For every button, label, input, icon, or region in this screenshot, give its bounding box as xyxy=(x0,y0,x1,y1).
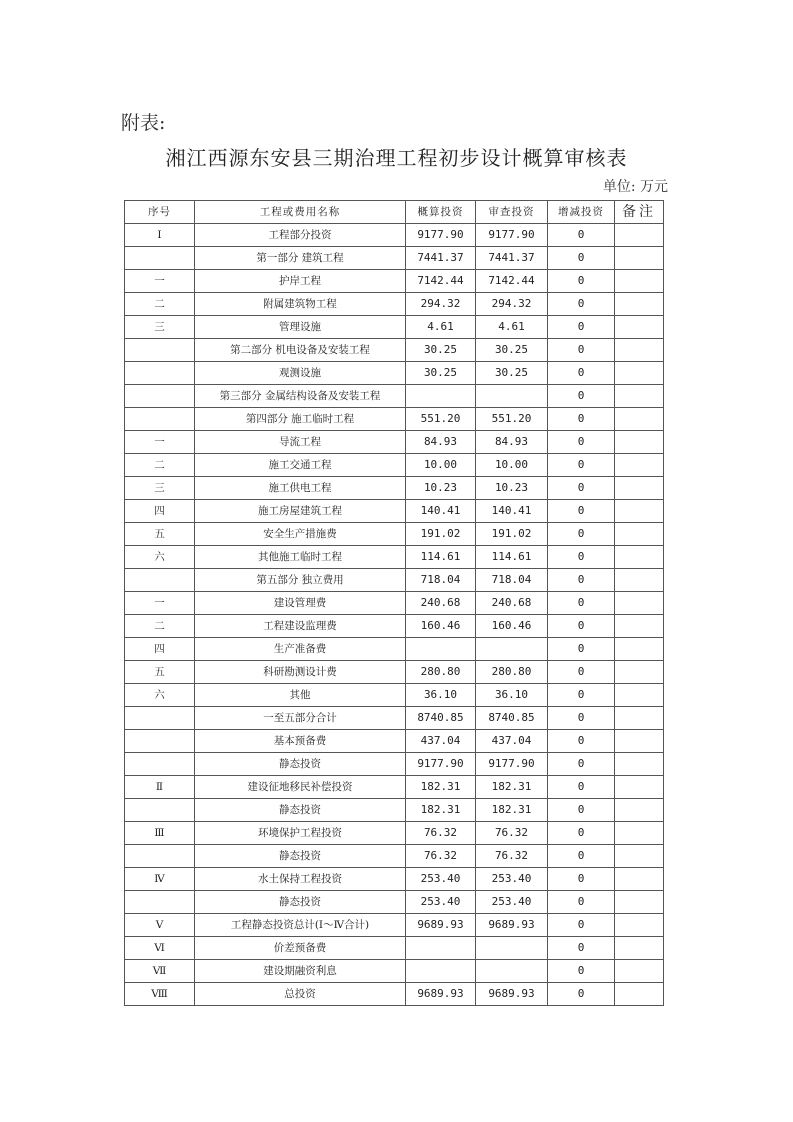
cell-name: 观测设施 xyxy=(195,362,406,385)
table-row xyxy=(125,822,664,845)
cell-seq xyxy=(125,753,195,776)
cell-change: 0 xyxy=(548,822,615,845)
cell-budget: 76.32 xyxy=(406,822,476,845)
table-row xyxy=(125,316,664,339)
cell-change: 0 xyxy=(548,362,615,385)
cell-seq: 二 xyxy=(125,293,195,316)
cell-change: 0 xyxy=(548,408,615,431)
cell-budget: 9177.90 xyxy=(406,753,476,776)
cell-budget: 182.31 xyxy=(406,799,476,822)
cell-budget: 182.31 xyxy=(406,776,476,799)
cell-change: 0 xyxy=(548,753,615,776)
cell-seq: 五 xyxy=(125,661,195,684)
cell-budget: 253.40 xyxy=(406,891,476,914)
cell-seq: 一 xyxy=(125,431,195,454)
cell-change: 0 xyxy=(548,799,615,822)
cell-change: 0 xyxy=(548,592,615,615)
cell-review: 7441.37 xyxy=(476,247,548,270)
cell-seq xyxy=(125,730,195,753)
cell-note xyxy=(615,891,664,914)
cell-budget: 10.23 xyxy=(406,477,476,500)
cell-note xyxy=(615,983,664,1006)
table-row xyxy=(125,776,664,799)
cell-budget xyxy=(406,937,476,960)
cell-seq: 四 xyxy=(125,500,195,523)
cell-review: 36.10 xyxy=(476,684,548,707)
cell-seq: 二 xyxy=(125,615,195,638)
cell-change: 0 xyxy=(548,661,615,684)
cell-note xyxy=(615,822,664,845)
cell-review: 114.61 xyxy=(476,546,548,569)
cell-change: 0 xyxy=(548,730,615,753)
cell-review: 140.41 xyxy=(476,500,548,523)
cell-seq xyxy=(125,339,195,362)
cell-budget: 30.25 xyxy=(406,362,476,385)
cell-review: 294.32 xyxy=(476,293,548,316)
cell-seq xyxy=(125,385,195,408)
table-row xyxy=(125,799,664,822)
cell-name: 管理设施 xyxy=(195,316,406,339)
cell-note xyxy=(615,569,664,592)
cell-change: 0 xyxy=(548,845,615,868)
cell-name: 导流工程 xyxy=(195,431,406,454)
cell-note xyxy=(615,845,664,868)
cell-name: 建设期融资利息 xyxy=(195,960,406,983)
cell-seq xyxy=(125,891,195,914)
table-row xyxy=(125,684,664,707)
cell-note xyxy=(615,868,664,891)
header-seq: 序号 xyxy=(125,201,195,224)
header-review: 审查投资 xyxy=(476,201,548,224)
cell-seq xyxy=(125,707,195,730)
cell-name: 环境保护工程投资 xyxy=(195,822,406,845)
cell-name: 建设管理费 xyxy=(195,592,406,615)
cell-change: 0 xyxy=(548,615,615,638)
cell-note xyxy=(615,776,664,799)
cell-note xyxy=(615,914,664,937)
cell-budget: 191.02 xyxy=(406,523,476,546)
cell-review: 76.32 xyxy=(476,845,548,868)
cell-review: 182.31 xyxy=(476,799,548,822)
cell-note xyxy=(615,247,664,270)
table-row xyxy=(125,546,664,569)
cell-name: 第二部分 机电设备及安装工程 xyxy=(195,339,406,362)
cell-change: 0 xyxy=(548,776,615,799)
cell-change: 0 xyxy=(548,247,615,270)
cell-note xyxy=(615,293,664,316)
cell-budget: 9177.90 xyxy=(406,224,476,247)
cell-budget: 7142.44 xyxy=(406,270,476,293)
cell-budget: 9689.93 xyxy=(406,914,476,937)
cell-budget: 30.25 xyxy=(406,339,476,362)
cell-change: 0 xyxy=(548,477,615,500)
cell-review: 9689.93 xyxy=(476,914,548,937)
cell-seq: 六 xyxy=(125,546,195,569)
table-row xyxy=(125,385,664,408)
cell-review: 9177.90 xyxy=(476,224,548,247)
appendix-heading: 附表: xyxy=(121,112,166,134)
cell-budget: 160.46 xyxy=(406,615,476,638)
table-row xyxy=(125,293,664,316)
cell-review: 160.46 xyxy=(476,615,548,638)
unit-label: 单位: 万元 xyxy=(602,179,668,195)
table-row xyxy=(125,707,664,730)
cell-seq: Ⅵ xyxy=(125,937,195,960)
cell-change: 0 xyxy=(548,914,615,937)
cell-seq: 六 xyxy=(125,684,195,707)
cell-note xyxy=(615,684,664,707)
cell-budget xyxy=(406,385,476,408)
cell-change: 0 xyxy=(548,500,615,523)
cell-change: 0 xyxy=(548,638,615,661)
cell-seq: 三 xyxy=(125,477,195,500)
cell-change: 0 xyxy=(548,546,615,569)
cell-review xyxy=(476,960,548,983)
table-row xyxy=(125,730,664,753)
cell-seq: Ⅷ xyxy=(125,983,195,1006)
cell-seq: Ⅱ xyxy=(125,776,195,799)
cell-change: 0 xyxy=(548,431,615,454)
table-row xyxy=(125,523,664,546)
table-row xyxy=(125,868,664,891)
cell-review: 10.00 xyxy=(476,454,548,477)
cell-note xyxy=(615,362,664,385)
table-row xyxy=(125,454,664,477)
cell-change: 0 xyxy=(548,891,615,914)
cell-change: 0 xyxy=(548,569,615,592)
cell-budget: 140.41 xyxy=(406,500,476,523)
cell-note xyxy=(615,707,664,730)
cell-note xyxy=(615,477,664,500)
cell-name: 价差预备费 xyxy=(195,937,406,960)
cell-budget: 76.32 xyxy=(406,845,476,868)
table-header-row xyxy=(125,201,664,224)
cell-name: 附属建筑物工程 xyxy=(195,293,406,316)
table-row xyxy=(125,615,664,638)
cell-name: 静态投资 xyxy=(195,845,406,868)
cell-note xyxy=(615,339,664,362)
table-row xyxy=(125,362,664,385)
table-row xyxy=(125,638,664,661)
cell-name: 第一部分 建筑工程 xyxy=(195,247,406,270)
cell-budget: 437.04 xyxy=(406,730,476,753)
cell-name: 总投资 xyxy=(195,983,406,1006)
cell-note xyxy=(615,592,664,615)
cell-seq xyxy=(125,845,195,868)
cell-budget: 240.68 xyxy=(406,592,476,615)
cell-budget: 114.61 xyxy=(406,546,476,569)
cell-note xyxy=(615,454,664,477)
table-row xyxy=(125,845,664,868)
cell-note xyxy=(615,385,664,408)
cell-review xyxy=(476,385,548,408)
cell-seq xyxy=(125,247,195,270)
cell-budget xyxy=(406,638,476,661)
table-row xyxy=(125,891,664,914)
cell-change: 0 xyxy=(548,937,615,960)
cell-budget: 8740.85 xyxy=(406,707,476,730)
cell-seq: 一 xyxy=(125,592,195,615)
table-row xyxy=(125,937,664,960)
table-row xyxy=(125,247,664,270)
cell-budget xyxy=(406,960,476,983)
header-budget: 概算投资 xyxy=(406,201,476,224)
cell-note xyxy=(615,431,664,454)
header-name: 工程或费用名称 xyxy=(195,201,406,224)
cell-seq: 二 xyxy=(125,454,195,477)
table-row xyxy=(125,983,664,1006)
cell-review: 253.40 xyxy=(476,868,548,891)
cell-note xyxy=(615,500,664,523)
cell-change: 0 xyxy=(548,270,615,293)
cell-note xyxy=(615,960,664,983)
cell-review: 551.20 xyxy=(476,408,548,431)
cell-review xyxy=(476,937,548,960)
cell-note xyxy=(615,799,664,822)
cell-seq: Ⅳ xyxy=(125,868,195,891)
cell-seq xyxy=(125,799,195,822)
cell-change: 0 xyxy=(548,385,615,408)
cell-change: 0 xyxy=(548,454,615,477)
cell-name: 建设征地移民补偿投资 xyxy=(195,776,406,799)
cell-review: 10.23 xyxy=(476,477,548,500)
budget-review-table xyxy=(124,200,664,1006)
cell-name: 静态投资 xyxy=(195,799,406,822)
table-row xyxy=(125,753,664,776)
table-row xyxy=(125,661,664,684)
table-row xyxy=(125,569,664,592)
table-row xyxy=(125,960,664,983)
cell-change: 0 xyxy=(548,293,615,316)
cell-budget: 7441.37 xyxy=(406,247,476,270)
cell-change: 0 xyxy=(548,224,615,247)
table-row xyxy=(125,431,664,454)
cell-name: 安全生产措施费 xyxy=(195,523,406,546)
cell-seq: Ⅴ xyxy=(125,914,195,937)
table-row xyxy=(125,270,664,293)
cell-name: 施工房屋建筑工程 xyxy=(195,500,406,523)
cell-name: 科研勘测设计费 xyxy=(195,661,406,684)
cell-review: 280.80 xyxy=(476,661,548,684)
cell-name: 第三部分 金属结构设备及安装工程 xyxy=(195,385,406,408)
cell-budget: 10.00 xyxy=(406,454,476,477)
cell-review: 191.02 xyxy=(476,523,548,546)
cell-note xyxy=(615,937,664,960)
cell-change: 0 xyxy=(548,960,615,983)
cell-review: 253.40 xyxy=(476,891,548,914)
cell-review: 9689.93 xyxy=(476,983,548,1006)
cell-change: 0 xyxy=(548,983,615,1006)
cell-name: 工程部分投资 xyxy=(195,224,406,247)
cell-note xyxy=(615,408,664,431)
cell-seq xyxy=(125,569,195,592)
cell-name: 其他施工临时工程 xyxy=(195,546,406,569)
cell-seq: 一 xyxy=(125,270,195,293)
cell-budget: 36.10 xyxy=(406,684,476,707)
table-row xyxy=(125,500,664,523)
cell-note xyxy=(615,316,664,339)
cell-seq: Ⅶ xyxy=(125,960,195,983)
cell-review: 182.31 xyxy=(476,776,548,799)
cell-review: 8740.85 xyxy=(476,707,548,730)
cell-review: 4.61 xyxy=(476,316,548,339)
cell-name: 第四部分 施工临时工程 xyxy=(195,408,406,431)
cell-budget: 253.40 xyxy=(406,868,476,891)
cell-change: 0 xyxy=(548,707,615,730)
cell-name: 其他 xyxy=(195,684,406,707)
cell-name: 护岸工程 xyxy=(195,270,406,293)
cell-review xyxy=(476,638,548,661)
cell-seq: Ⅲ xyxy=(125,822,195,845)
cell-change: 0 xyxy=(548,684,615,707)
table-row xyxy=(125,408,664,431)
cell-note xyxy=(615,753,664,776)
cell-review: 240.68 xyxy=(476,592,548,615)
cell-note xyxy=(615,224,664,247)
cell-note xyxy=(615,546,664,569)
cell-seq: Ⅰ xyxy=(125,224,195,247)
cell-note xyxy=(615,615,664,638)
cell-budget: 4.61 xyxy=(406,316,476,339)
cell-change: 0 xyxy=(548,868,615,891)
cell-seq: 三 xyxy=(125,316,195,339)
cell-review: 84.93 xyxy=(476,431,548,454)
cell-note xyxy=(615,661,664,684)
table-row xyxy=(125,339,664,362)
cell-change: 0 xyxy=(548,523,615,546)
cell-budget: 294.32 xyxy=(406,293,476,316)
cell-name: 工程静态投资总计(Ⅰ～Ⅳ合计) xyxy=(195,914,406,937)
cell-review: 30.25 xyxy=(476,362,548,385)
table-row xyxy=(125,224,664,247)
header-change: 增减投资 xyxy=(548,201,615,224)
cell-name: 生产准备费 xyxy=(195,638,406,661)
cell-budget: 551.20 xyxy=(406,408,476,431)
cell-note xyxy=(615,523,664,546)
cell-budget: 84.93 xyxy=(406,431,476,454)
cell-name: 施工供电工程 xyxy=(195,477,406,500)
cell-seq: 五 xyxy=(125,523,195,546)
cell-name: 静态投资 xyxy=(195,753,406,776)
cell-name: 第五部分 独立费用 xyxy=(195,569,406,592)
cell-budget: 280.80 xyxy=(406,661,476,684)
cell-note xyxy=(615,270,664,293)
cell-note xyxy=(615,730,664,753)
cell-review: 437.04 xyxy=(476,730,548,753)
page-title: 湘江西源东安县三期治理工程初步设计概算审核表 xyxy=(165,146,628,170)
table-row xyxy=(125,592,664,615)
cell-name: 工程建设监理费 xyxy=(195,615,406,638)
cell-seq xyxy=(125,362,195,385)
cell-review: 30.25 xyxy=(476,339,548,362)
cell-review: 9177.90 xyxy=(476,753,548,776)
cell-name: 静态投资 xyxy=(195,891,406,914)
cell-review: 7142.44 xyxy=(476,270,548,293)
cell-name: 基本预备费 xyxy=(195,730,406,753)
cell-review: 718.04 xyxy=(476,569,548,592)
cell-note xyxy=(615,638,664,661)
cell-seq xyxy=(125,408,195,431)
table-row xyxy=(125,914,664,937)
cell-change: 0 xyxy=(548,339,615,362)
cell-name: 施工交通工程 xyxy=(195,454,406,477)
table-body xyxy=(125,224,664,1006)
cell-budget: 9689.93 xyxy=(406,983,476,1006)
cell-seq: 四 xyxy=(125,638,195,661)
cell-review: 76.32 xyxy=(476,822,548,845)
cell-name: 水土保持工程投资 xyxy=(195,868,406,891)
cell-change: 0 xyxy=(548,316,615,339)
cell-name: 一至五部分合计 xyxy=(195,707,406,730)
table-row xyxy=(125,477,664,500)
header-note: 备注 xyxy=(615,201,664,224)
cell-budget: 718.04 xyxy=(406,569,476,592)
